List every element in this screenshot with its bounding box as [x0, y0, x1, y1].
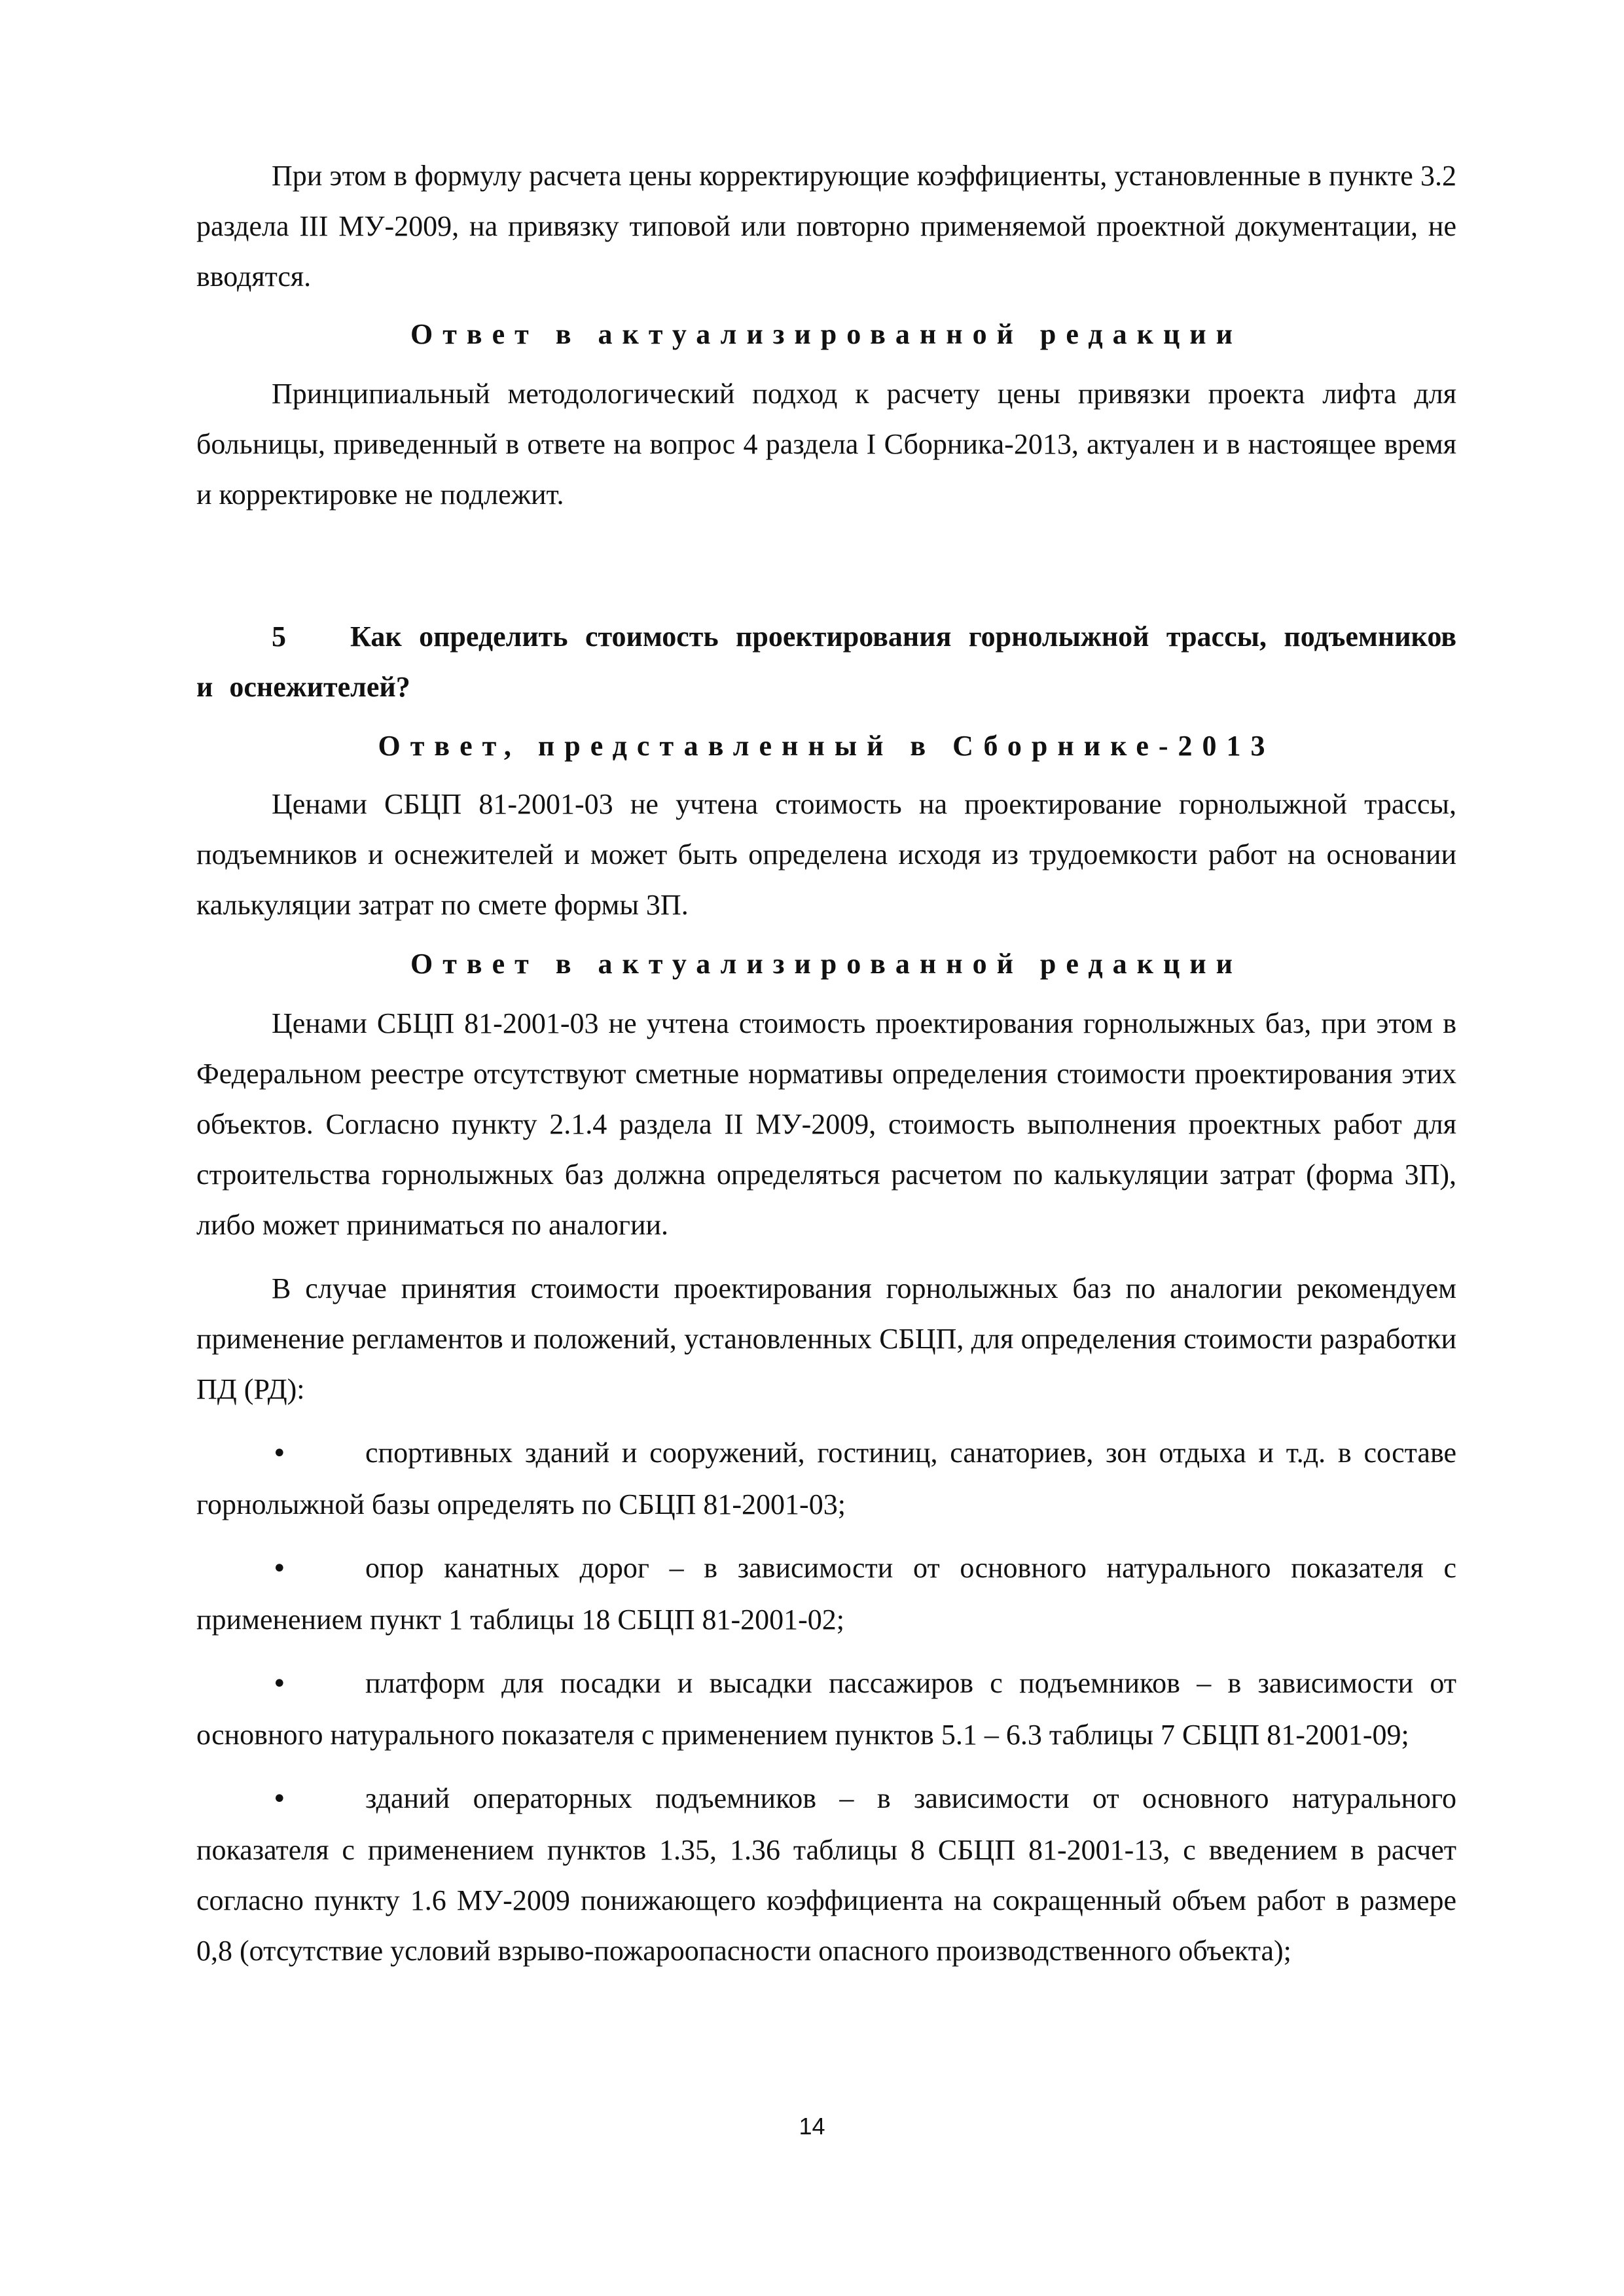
question-text: Как определить стоимость проектирования горнолыжной трассы, подъемников и оснежителей?: [196, 620, 1456, 703]
paragraph-updated-answer-5: Ценами СБЦП 81-2001-03 не учтена стоимость проектирования горнолыжных баз, при этом в Федеральном реестре отсутствуют сметные нормативы определения стоимости проектирования этих объектов. Согласно пункту 2.1.4 раздела II МУ-2009, стоимость выполнения проектных работ для строительства горнолыжных баз должна определяться расчетом по калькуляции затрат (форма 3П), либо может приниматься по аналогии.: [196, 1007, 1456, 1241]
bullet-icon: •: [272, 1784, 287, 1814]
section-heading-updated-answer: Ответ в актуализированной редакции: [410, 318, 1243, 350]
bullet-icon: •: [272, 1439, 287, 1469]
list-item-text: платформ для посадки и высадки пассажиров с подъемников – в зависимости от основного натурального показателя с применением пунктов 5.1 – 6.3 таблицы 7 СБЦП 81-2001-09;: [196, 1667, 1456, 1751]
list-item: [196, 1773, 1456, 1976]
question-5: [196, 611, 1456, 712]
document-page: [196, 151, 1456, 1976]
paragraph-updated-answer-4: Принципиальный методологический подход к расчету цены привязки проекта лифта для больницы, приведенный в ответе на вопрос 4 раздела I Сборника-2013, актуален и в настоящее время и корректировке не подлежит.: [196, 378, 1456, 511]
section-heading-answer-2013: Ответ, представленный в Сборнике-2013: [378, 730, 1275, 762]
paragraph-analogy-recommendation: В случае принятия стоимости проектирования горнолыжных баз по аналогии рекомендуем применение регламентов и положений, установленных СБЦП, для определения стоимости разработки ПД (РД):: [196, 1272, 1456, 1405]
paragraph-answer-2013: Ценами СБЦП 81-2001-03 не учтена стоимость на проектирование горнолыжной трассы, подъемников и оснежителей и может быть определена исходя из трудоемкости работ на основании калькуляции затрат по смете формы 3П.: [196, 788, 1456, 921]
page-number: 14: [799, 2113, 825, 2140]
list-item: [196, 1658, 1456, 1760]
list-item: [196, 1427, 1456, 1530]
list-item-text: спортивных зданий и сооружений, гостиниц, санаториев, зон отдыха и т.д. в составе горнолыжной базы определять по СБЦП 81-2001-03;: [196, 1437, 1456, 1520]
section-heading-updated-answer-2: Ответ в актуализированной редакции: [410, 948, 1243, 980]
list-item-text: опор канатных дорог – в зависимости от основного натурального показателя с применением пункт 1 таблицы 18 СБЦП 81-2001-02;: [196, 1552, 1456, 1636]
list-item: [196, 1543, 1456, 1645]
question-number: 5: [272, 620, 286, 653]
list-item-text: зданий операторных подъемников – в зависимости от основного натурального показателя с применением пунктов 1.35, 1.36 таблицы 8 СБЦП 81-2001-13, с введением в расчет согласно пункту 1.6 МУ-2009 понижающего коэффициента на сокращенный объем работ в размере 0,8 (отсутствие условий взрыво-пожароопасности опасного производственного объекта);: [196, 1782, 1456, 1967]
bullet-icon: •: [272, 1554, 287, 1584]
bullet-icon: •: [272, 1669, 287, 1699]
paragraph-intro: При этом в формулу расчета цены корректирующие коэффициенты, установленные в пункте 3.2 раздела III МУ-2009, на привязку типовой или повторно применяемой проектной документации, не вводятся.: [196, 160, 1456, 293]
